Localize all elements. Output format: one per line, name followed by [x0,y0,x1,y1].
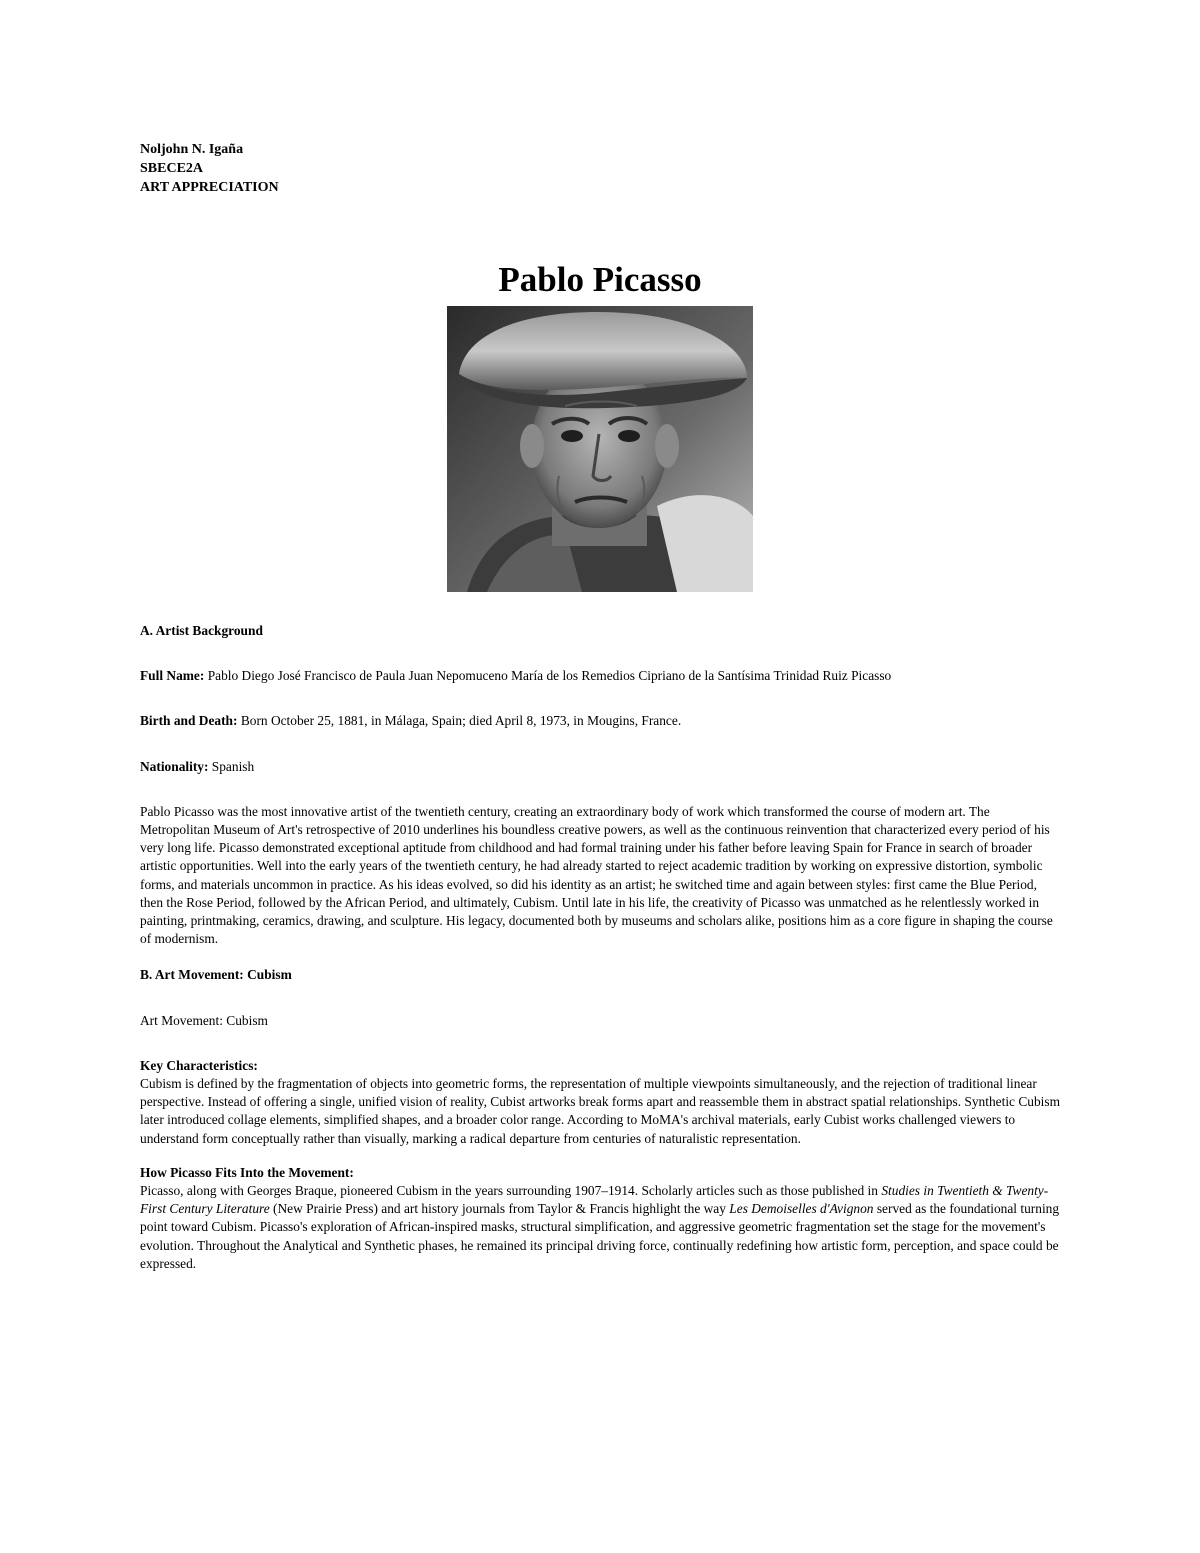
journal-title: Studies in Twentieth & Twenty-First Century Literature [140,1183,1049,1217]
nationality-line [140,758,1060,776]
section-a-heading: A. Artist Background [140,623,263,638]
how-picasso-fits-paragraph: Picasso, along with Georges Braque, pioneered Cubism in the years surrounding 1907–1914. Scholarly articles such as those published in Studies in Twentieth & Twenty-First Century Literature (New Prairie Press) and art history journals from Taylor & Francis highlight the way Les Demoiselles d'Avignon served as the foundational turning point toward Cubism. Picasso's exploration of African-inspired masks, structural simplification, and aggressive geometric fragmentation set the stage for the movement's evolution. Throughout the Analytical and Synthetic phases, he remained its principal driving force, continually redefining how artistic form, perception, and space could be expressed. [140,1183,1060,1271]
full-name-value: Pablo Diego José Francisco de Paula Juan Nepomuceno María de los Remedios Cipriano de la Santísima Trinidad Ruiz Picasso [204,668,892,684]
course-name: ART APPRECIATION [140,180,279,195]
author-header [140,140,279,197]
how-picasso-fits-heading: How Picasso Fits Into the Movement: [140,1164,354,1180]
birth-death-value: Born October 25, 1881, in Málaga, Spain; died April 8, 1973, in Mougins, France. [237,713,682,729]
movement-line: Art Movement: Cubism [140,1012,268,1028]
full-name-label: Full Name: [140,668,205,684]
full-name-line [140,667,1060,685]
key-characteristics-paragraph: Cubism is defined by the fragmentation of objects into geometric forms, the representation of multiple viewpoints simultaneously, and the rejection of traditional linear perspective. Instead of offering a single, unified vision of reality, Cubist artworks break forms apart and reassemble them in abstract spatial relationships. Synthetic Cubism later introduced collage elements, simplified shapes, and a broader color range. According to MoMA's archival materials, early Cubist works challenged viewers to understand form conceptually rather than visually, marking a radical departure from centuries of naturalistic representation. [140,1076,1060,1146]
birth-death-label: Birth and Death: [140,713,238,729]
document-body [140,622,1060,1273]
nationality-value: Spanish [208,758,255,774]
artwork-title: Les Demoiselles d'Avignon [729,1201,874,1217]
background-paragraph: Pablo Picasso was the most innovative artist of the twentieth century, creating an extraordinary body of work which transformed the course of modern art. The Metropolitan Museum of Art's retrospective of 2010 underlines his boundless creative powers, as well as the continuous reinvention that characterized every period of his very long life. Picasso demonstrated exceptional aptitude from childhood and had formal training under his father before leaving Spain for France in search of broader artistic opportunities. Well into the early years of the twentieth century, he had already started to reject academic tradition by working on expressive distortion, symbolic forms, and materials uncommon in practice. As his ideas evolved, so did his identity as an artist; he switched time and again between styles: first came the Blue Period, then the Rose Period, followed by the African Period, and ultimately, Cubism. Until late in his life, the creativity of Picasso was unmatched as he relentlessly worked in painting, printmaking, ceramics, drawing, and sculpture. His legacy, documented both by museums and scholars alike, positions him as a core figure in shaping the course of modernism. [140,803,1053,947]
author-name: Noljohn N. Igaña [140,142,244,157]
portrait-photo [447,306,753,592]
section-b-heading: B. Art Movement: Cubism [140,967,292,983]
key-characteristics-heading: Key Characteristics: [140,1057,258,1073]
page-title: Pablo Picasso [498,260,702,299]
nationality-label: Nationality: [140,758,209,774]
birth-death-line [140,712,1060,730]
class-section: SBECE2A [140,161,204,176]
